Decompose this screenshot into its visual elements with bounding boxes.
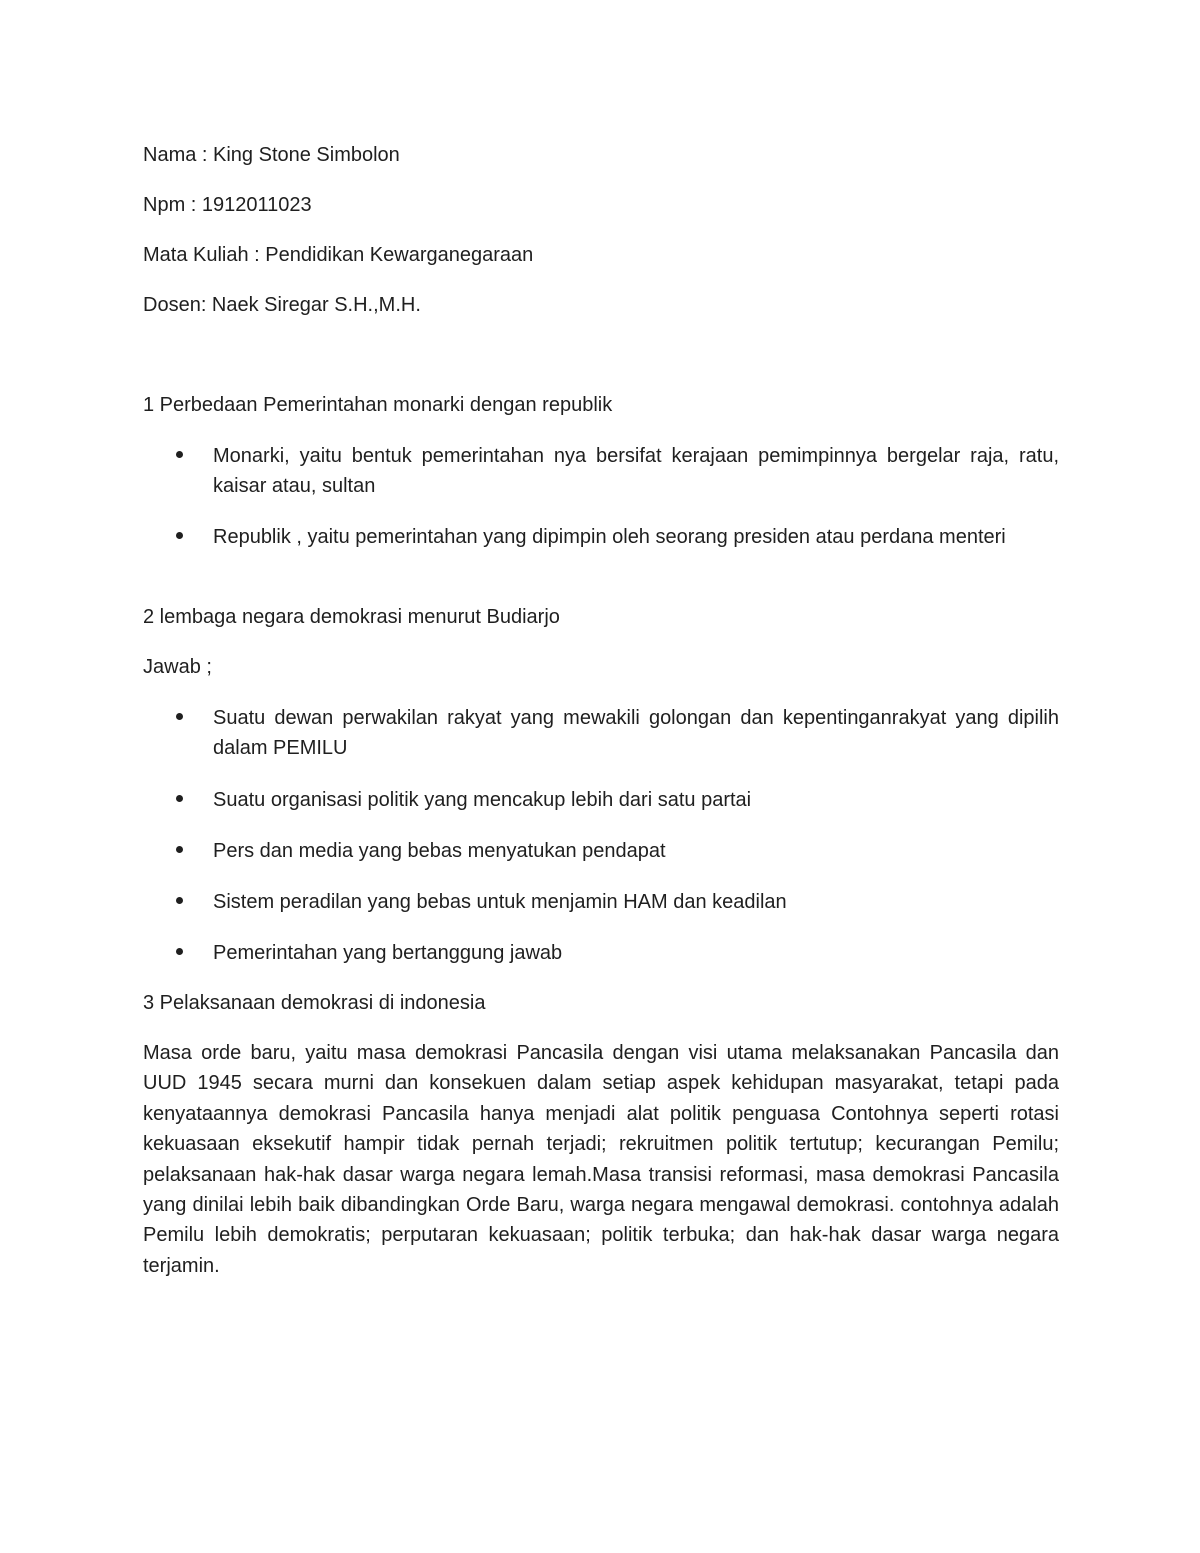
section-3-paragraph: Masa orde baru, yaitu masa demokrasi Pancasila dengan visi utama melaksanakan Pancasila dan UUD 1945 secara murni dan konsekuen dalam setiap aspek kehidupan masyarakat, tetapi pada kenyataannya demokrasi Pancasila hanya menjadi alat politik penguasa Contohnya seperti rotasi kekuasaan eksekutif hampir tidak pernah terjadi; rekruitmen politik tertutup; kecurangan Pemilu; pelaksanaan hak-hak dasar warga negara lemah.Masa transisi reformasi, masa demokrasi Pancasila yang dinilai lebih baik dibandingkan Orde Baru, warga negara mengawal demokrasi. contohnya adalah Pemilu lebih demokratis; perputaran kekuasaan; politik terbuka; dan hak-hak dasar warga negara terjamin. [143, 1042, 1059, 1277]
student-npm: Npm : 1912011023 [143, 194, 312, 216]
bullet-icon [176, 897, 183, 904]
bullet-icon [176, 795, 183, 802]
bullet-icon [176, 948, 183, 955]
bullet-icon [176, 713, 183, 720]
list-item-text: Suatu dewan perwakilan rakyat yang mewakili golongan dan kepentinganrakyat yang dipilih dalam PEMILU [213, 707, 1059, 759]
list-item-text: Suatu organisasi politik yang mencakup lebih dari satu partai [213, 789, 752, 811]
section-1-heading: 1 Perbedaan Pemerintahan monarki dengan republik [143, 394, 613, 416]
list-item-text: Pemerintahan yang bertanggung jawab [213, 942, 563, 964]
list-item-text: Monarki, yaitu bentuk pemerintahan nya bersifat kerajaan pemimpinnya bergelar raja, ratu, kaisar atau, sultan [213, 445, 1059, 497]
bullet-icon [176, 532, 183, 539]
course-name: Mata Kuliah : Pendidikan Kewarganegaraan [143, 244, 534, 266]
student-name: Nama : King Stone Simbolon [143, 144, 400, 166]
lecturer-name: Dosen: Naek Siregar S.H.,M.H. [143, 294, 421, 316]
bullet-icon [176, 846, 183, 853]
list-item-text: Sistem peradilan yang bebas untuk menjamin HAM dan keadilan [213, 891, 787, 913]
list-item-text: Pers dan media yang bebas menyatukan pendapat [213, 840, 666, 862]
answer-label: Jawab ; [143, 656, 212, 678]
section-2-heading: 2 lembaga negara demokrasi menurut Budiarjo [143, 606, 560, 628]
list-item-text: Republik , yaitu pemerintahan yang dipimpin oleh seorang presiden atau perdana menteri [213, 526, 1006, 548]
section-3-heading: 3 Pelaksanaan demokrasi di indonesia [143, 992, 486, 1014]
bullet-icon [176, 451, 183, 458]
